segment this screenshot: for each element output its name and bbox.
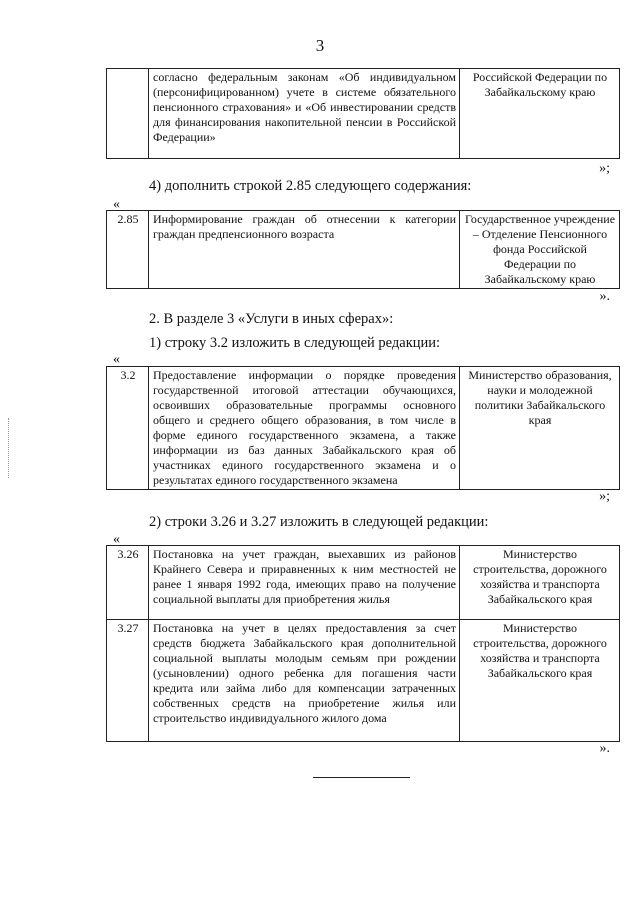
closing-quote-top: »; <box>599 161 610 176</box>
page-number: 3 <box>315 36 325 55</box>
row-number-cell: 3.27 <box>107 620 149 742</box>
table-row <box>107 211 620 289</box>
margin-mark <box>8 418 13 478</box>
table-row <box>107 69 620 159</box>
table-continuation <box>106 68 620 159</box>
row-number-cell: 3.2 <box>107 367 149 490</box>
table-row <box>107 367 620 490</box>
opening-quote-285: « <box>113 197 120 212</box>
row-description-cell: Постановка на учет в целях предоставления за счет средств бюджета Забайкальского края дополнительной социальной выплаты молодым семьям при рождении (усыновлении) одного ребенка для погашения части кредита или займа либо для компенсации затраченных собственных средств на приобретение жилья или строительство индивидуального жилого дома <box>149 620 460 742</box>
row-number-cell: 3.26 <box>107 546 149 620</box>
row-organization-cell: Государственное учреждение – Отделение Пенсионного фонда Российской Федерации по Забайкальскому краю <box>460 211 620 289</box>
row-organization-cell: Министерство строительства, дорожного хозяйства и транспорта Забайкальского края <box>460 546 620 620</box>
row-organization-cell: Министерство строительства, дорожного хозяйства и транспорта Забайкальского края <box>460 620 620 742</box>
section-2-heading: 2. В разделе 3 «Услуги в иных сферах»: <box>149 311 394 327</box>
closing-quote-32: »; <box>599 489 610 504</box>
item-2-paragraph: 2) строки 3.26 и 3.27 изложить в следующей редакции: <box>149 514 489 530</box>
row-organization-cell: Российской Федерации по Забайкальскому краю <box>460 69 620 159</box>
closing-quote-327: ». <box>599 741 610 756</box>
table-row-285 <box>106 210 620 289</box>
row-organization-cell: Министерство образования, науки и молодежной политики Забайкальского края <box>460 367 620 490</box>
table-rows-326-327 <box>106 545 620 742</box>
row-number-cell: 2.85 <box>107 211 149 289</box>
row-description-cell: Предоставление информации о порядке проведения государственной итоговой аттестации обучающихся, освоивших образовательные программы основного общего и среднего общего образования, в том числе в форме единого государственного экзамена, а также информации из баз данных Забайкальского края об участниках единого государственного экзамена и о результатах единого государственного экзамена <box>149 367 460 490</box>
table-row <box>107 546 620 620</box>
table-row <box>107 620 620 742</box>
separator-line <box>313 777 410 778</box>
opening-quote-326: « <box>113 532 120 547</box>
opening-quote-32: « <box>113 352 120 367</box>
item-1-paragraph: 1) строку 3.2 изложить в следующей редакции: <box>149 335 441 351</box>
row-description-cell: Информирование граждан об отнесении к категории граждан предпенсионного возраста <box>149 211 460 289</box>
row-number-cell <box>107 69 149 159</box>
row-description-cell: согласно федеральным законам «Об индивидуальном (персонифицированном) учете в системе обязательного пенсионного страхования» и «Об инвестировании средств для финансирования накопительной пенсии в Российской Федерации» <box>149 69 460 159</box>
table-row-32 <box>106 366 620 490</box>
item-4-paragraph: 4) дополнить строкой 2.85 следующего содержания: <box>149 178 472 194</box>
closing-quote-285: ». <box>599 289 610 304</box>
row-description-cell: Постановка на учет граждан, выехавших из районов Крайнего Севера и приравненных к ним местностей не ранее 1 января 1992 года, имеющих право на получение социальной выплаты для приобретения жилья <box>149 546 460 620</box>
